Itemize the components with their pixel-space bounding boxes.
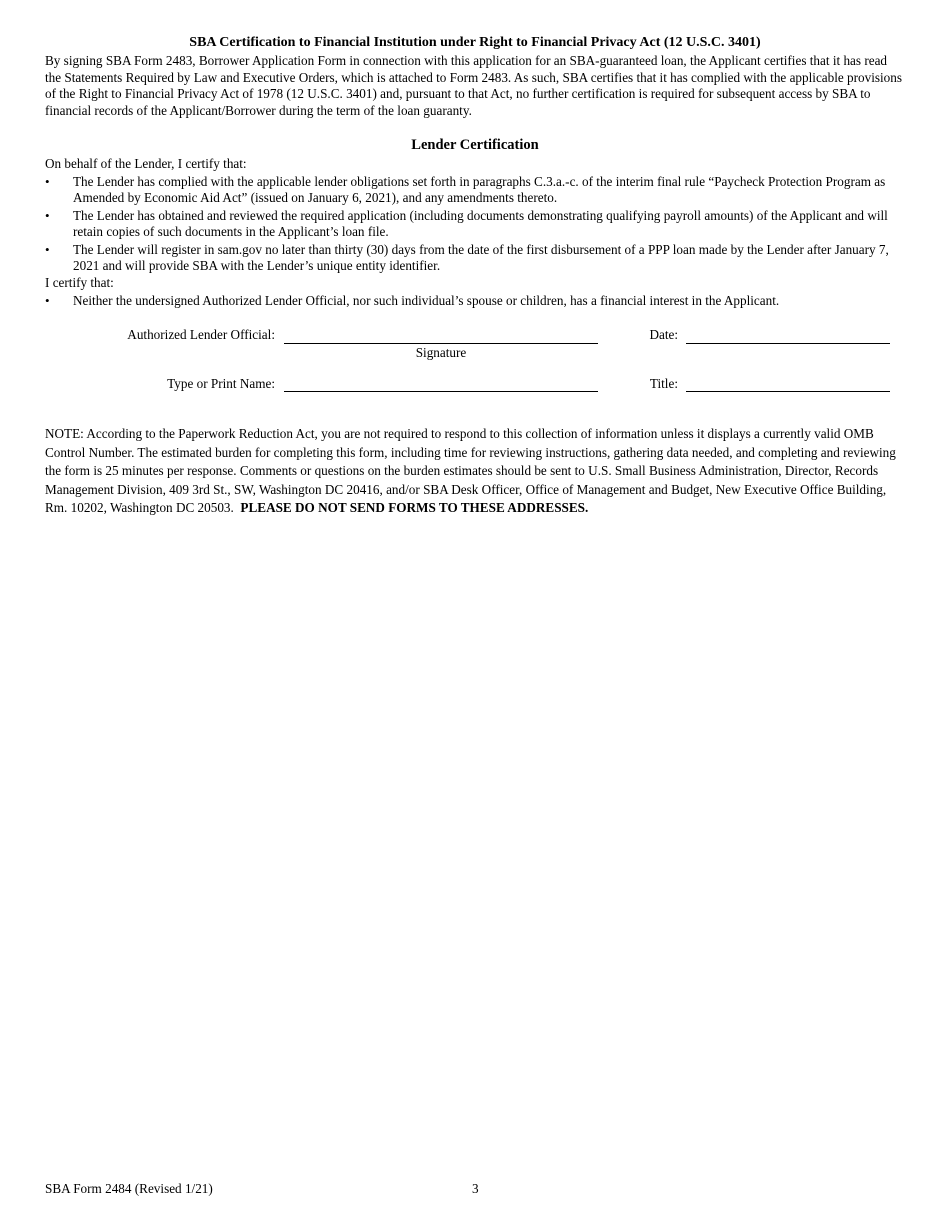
lender-intro: On behalf of the Lender, I certify that: <box>45 156 247 171</box>
signature-line[interactable] <box>284 343 598 344</box>
page-number: 3 <box>472 1181 479 1196</box>
list-item: • The Lender has obtained and reviewed the required application (including documents demonstrating qualifying payroll amounts) of the Applicant and will retain copies of such documents in the Applicant’s loan file. <box>45 208 905 241</box>
title-label: Title: <box>649 376 678 391</box>
name-line[interactable] <box>284 391 598 392</box>
paperwork-note <box>45 425 907 518</box>
financial-interest-list <box>45 293 905 309</box>
list-item: • The Lender has complied with the applicable lender obligations set forth in paragraphs C.3.a.-c. of the interim final rule “Paycheck Protection Program as Amended by Economic Aid Act” (issued on January 6, 2021), and any amendments thereto. <box>45 174 905 207</box>
signature-caption: Signature <box>415 345 467 360</box>
name-label: Type or Print Name: <box>167 376 275 391</box>
title-line[interactable] <box>686 391 890 392</box>
official-label: Authorized Lender Official: <box>127 327 275 342</box>
lender-certification-heading: Lender Certification <box>411 137 539 153</box>
list-item: • Neither the undersigned Authorized Lender Official, nor such individual’s spouse or children, has a financial interest in the Applicant. <box>45 293 905 309</box>
privacy-paragraph: By signing SBA Form 2483, Borrower Application Form in connection with this application for an SBA-guaranteed loan, the Applicant certifies that it has read the Statements Required by Law and Executive Orders, which is attached to Form 2483. As such, SBA certifies that it has complied with the applicable provisions of the Right to Financial Privacy Act of 1978 (12 U.S.C. 3401) and, pursuant to that Act, no further certification is required for subsequent access by SBA to financial records of the Applicant/Borrower during the term of the loan guaranty. <box>45 53 903 118</box>
form-identifier: SBA Form 2484 (Revised 1/21) <box>45 1181 213 1196</box>
privacy-section-title: SBA Certification to Financial Institution under Right to Financial Privacy Act (12 U.S.C. 3401) <box>189 35 761 50</box>
date-label: Date: <box>649 327 678 342</box>
note-text: NOTE: According to the Paperwork Reduction Act, you are not required to respond to this collection of information unless it displays a currently valid OMB Control Number. The estimated burden for completing this form, including time for reviewing instructions, gathering data needed, and completing and reviewing the form is 25 minutes per response. Comments or questions on the burden estimates should be sent to U.S. Small Business Administration, Director, Records Management Division, 409 3rd St., SW, Washington DC 20416, and/or SBA Desk Officer, Office of Management and Budget, New Executive Office Building, Rm. 10202, Washington DC 20503. <box>45 426 896 515</box>
list-item: • The Lender will register in sam.gov no later than thirty (30) days from the date of the first disbursement of a PPP loan made by the Lender after January 7, 2021 and will provide SBA with the Lender’s unique entity identifier. <box>45 242 905 275</box>
date-line[interactable] <box>686 343 890 344</box>
certify-intro: I certify that: <box>45 275 114 290</box>
note-bold-warning: PLEASE DO NOT SEND FORMS TO THESE ADDRESSES. <box>240 500 589 515</box>
lender-certification-list <box>45 174 905 274</box>
